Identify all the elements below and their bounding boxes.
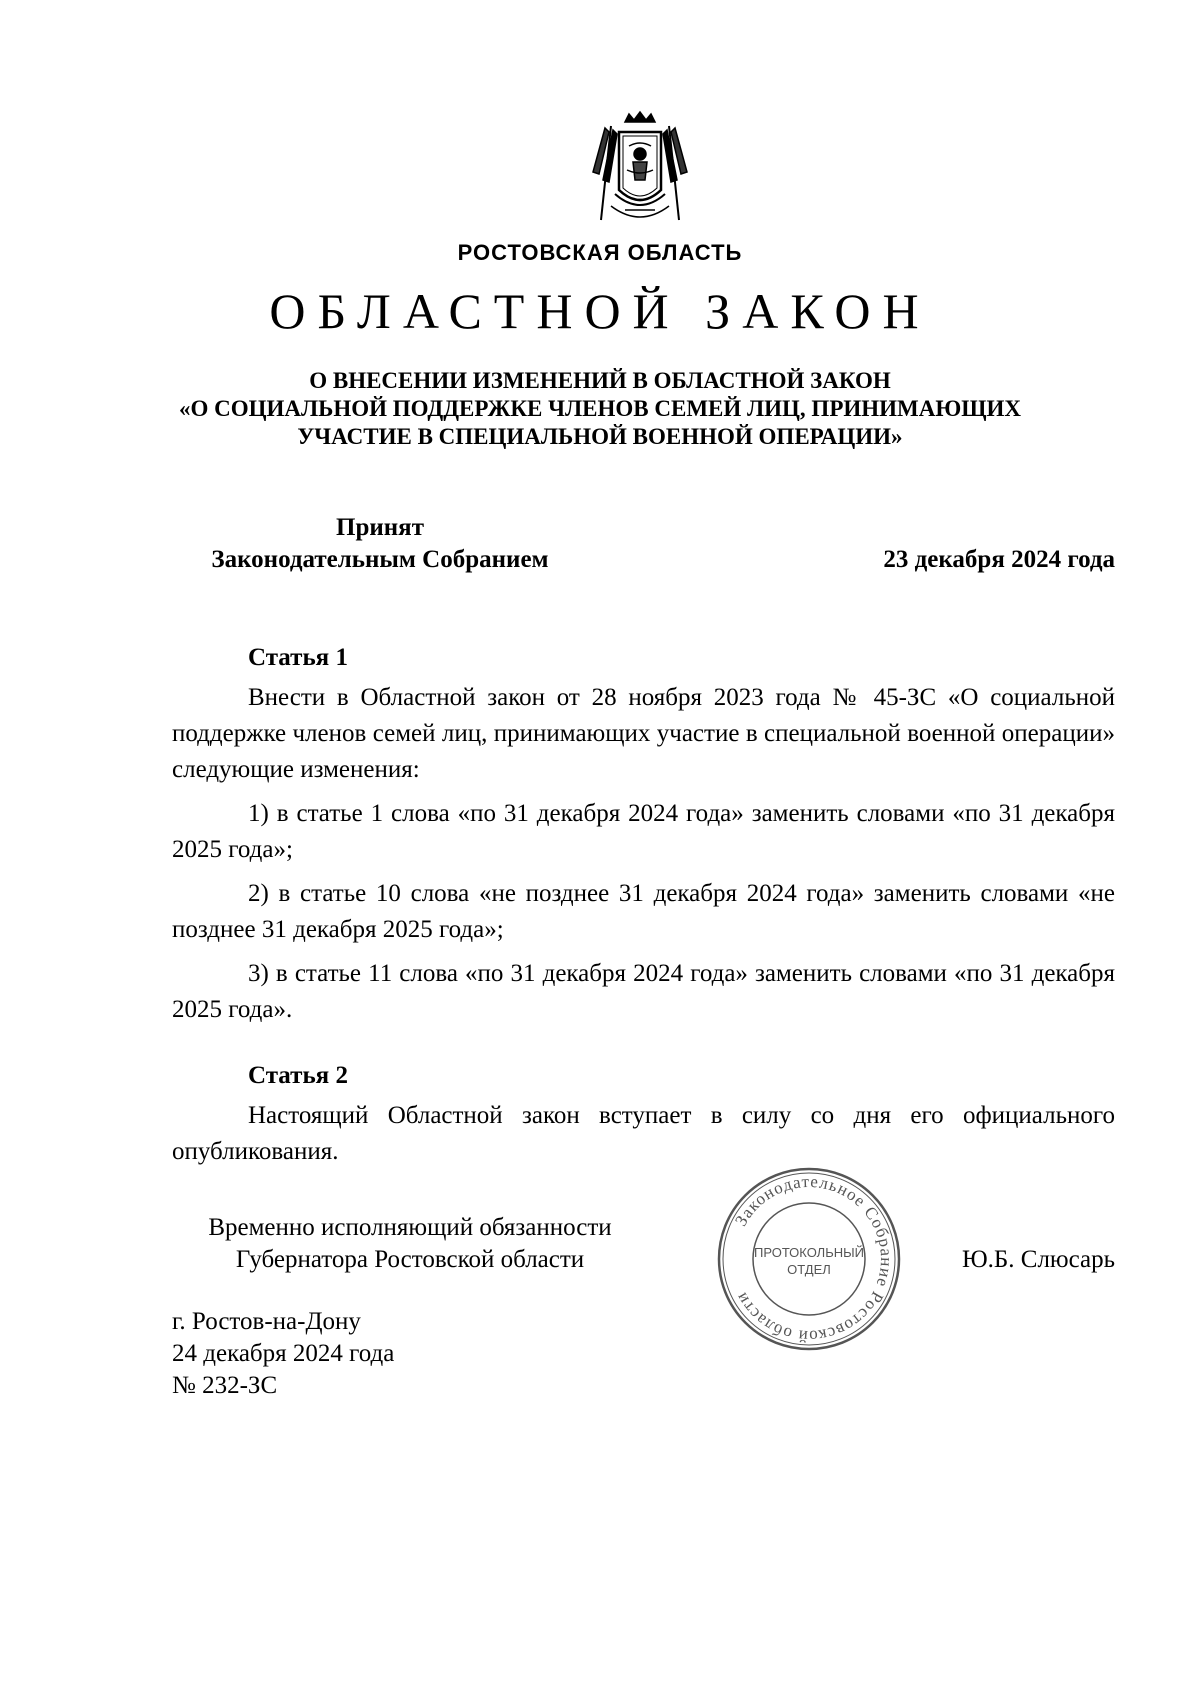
publication-date: 24 декабря 2024 года (172, 1340, 395, 1367)
coat-of-arms-icon (585, 110, 695, 230)
article-paragraph: Настоящий Областной закон вступает в силу со дня его официального опубликования. (172, 1102, 1115, 1165)
amendment-item: 2) в статье 10 слова «не позднее 31 декабря 2024 года» заменить словами «не позднее 31 декабря 2025 года»; (172, 880, 1115, 943)
adoption-line: Принят (336, 514, 424, 541)
document-type: ОБЛАСТНОЙ ЗАКОН (269, 283, 931, 339)
signatory-position (170, 1212, 650, 1276)
adoption-date: 23 декабря 2024 года (883, 546, 1115, 573)
law-number: № 232-ЗС (172, 1372, 278, 1399)
article-heading: Статья 2 (248, 1062, 348, 1089)
amendment-item: 3) в статье 11 слова «по 31 декабря 2024 года» заменить словами «по 31 декабря 2025 года». (172, 960, 1115, 1023)
signatory-name: Ю.Б. Слюсарь (961, 1246, 1115, 1273)
signatory-position-line: Временно исполняющий обязанности (208, 1214, 612, 1241)
article-heading: Статья 1 (248, 644, 348, 671)
seal-ring-text: Законодательное Собрание Ростовской области (731, 1171, 897, 1347)
seal-center-line: ОТДЕЛ (787, 1262, 831, 1277)
law-title-line: УЧАСТИЕ В СПЕЦИАЛЬНОЙ ВОЕННОЙ ОПЕРАЦИИ» (297, 424, 903, 449)
law-title (120, 367, 1080, 451)
adoption-line: Законодательным Собранием (211, 546, 549, 573)
publication-details (172, 1306, 394, 1402)
amendment-item: 1) в статье 1 слова «по 31 декабря 2024 года» заменить словами «по 31 декабря 2025 года»; (172, 800, 1115, 863)
official-seal (714, 1164, 904, 1354)
law-body (172, 640, 1115, 1178)
law-title-line: «О СОЦИАЛЬНОЙ ПОДДЕРЖКЕ ЧЛЕНОВ СЕМЕЙ ЛИЦ, ПРИНИМАЮЩИХ (178, 396, 1022, 421)
law-title-line: О ВНЕСЕНИИ ИЗМЕНЕНИЙ В ОБЛАСТНОЙ ЗАКОН (309, 368, 891, 393)
signatory-position-line: Губернатора Ростовской области (235, 1246, 585, 1273)
region-name: РОСТОВСКАЯ ОБЛАСТЬ (457, 240, 743, 265)
adoption-authority (170, 512, 590, 576)
article-paragraph: Внести в Областной закон от 28 ноября 2023 года № 45-ЗС «О социальной поддержке членов семей лиц, принимающих участие в специальной военной операции» следующие изменения: (172, 684, 1115, 783)
seal-center-line: ПРОТОКОЛЬНЫЙ (753, 1245, 865, 1260)
publication-place: г. Ростов-на-Дону (172, 1308, 361, 1335)
